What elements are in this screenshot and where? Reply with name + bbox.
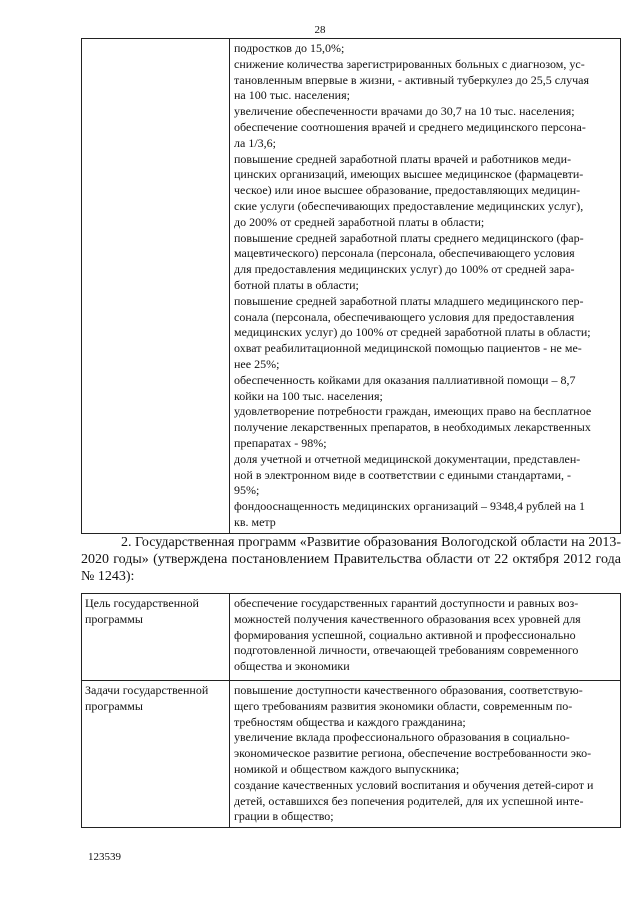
table-label-cell <box>82 39 230 534</box>
table-row <box>82 39 621 534</box>
text-line: подготовленной личности, отвечающей требованиям современного <box>234 643 579 658</box>
text-line: нее 25%; <box>234 356 280 371</box>
program-indicators-table <box>81 38 621 534</box>
table-value-cell <box>230 681 621 828</box>
text-line: детей, оставшихся без попечения родителей, для их успешной инте- <box>234 793 584 808</box>
text-line: повышение средней заработной платы среднего медицинского (фар- <box>234 230 584 245</box>
text-line: обеспеченность койками для оказания паллиативной помощи – 8,7 <box>234 372 576 387</box>
text-line: обеспечение соотношения врачей и среднего медицинского персона- <box>234 119 586 134</box>
text-line: сонала (персонала, обеспечивающего условия для предоставления <box>234 309 575 324</box>
text-line: охват реабилитационной медицинской помощью пациентов - не ме- <box>234 341 582 356</box>
text-line: тановленным впервые в жизни, - активный туберкулез до 25,5 случая <box>234 72 589 87</box>
text-line: 95%; <box>234 483 260 498</box>
text-line: создание качественных условий воспитания и обучения детей-сирот и <box>234 777 594 792</box>
text-line: мацевтического) персонала (персонала, обеспечивающего условия <box>234 246 575 261</box>
text-line: повышение средней заработной платы врачей и работников меди- <box>234 151 572 166</box>
section-heading <box>81 534 621 585</box>
text-line: до 200% от средней заработной платы в области; <box>234 214 485 229</box>
education-program-table <box>81 593 621 828</box>
text-line: ские услуги (обеспечивающих предоставление медицинских услуг), <box>234 198 584 213</box>
text-line: фондооснащенность медицинских организаций – 9348,4 рублей на 1 <box>234 499 585 514</box>
text-line: требностям общества и каждого гражданина; <box>234 714 466 729</box>
text-line: препаратах - 98%; <box>234 435 327 450</box>
section-heading-text: 2. Государственная программ «Развитие образования Вологодской области на 2013-2020 годы» (утверждена постановлением Правительства области от 22 октября 2012 года № 1243): <box>81 535 621 584</box>
text-line: удовлетворение потребности граждан, имеющих право на бесплатное <box>234 404 592 419</box>
table-label-cell <box>82 594 230 681</box>
text-line: общества и экономики <box>234 659 350 674</box>
text-line: снижение количества зарегистрированных больных с диагнозом, ус- <box>234 56 585 71</box>
text-line: получение лекарственных препаратов, в необходимых лекарственных <box>234 420 591 435</box>
page-number: 28 <box>314 24 326 36</box>
text-line: доля учетной и отчетной медицинской документации, представлен- <box>234 451 581 466</box>
text-line: койки на 100 тыс. населения; <box>234 388 383 403</box>
text-line: ла 1/3,6; <box>234 135 276 150</box>
text-line: экономическое развитие региона, обеспечение востребованности эко- <box>234 746 592 761</box>
table-label-cell <box>82 681 230 828</box>
text-line: можностей получения качественного образования всех уровней для <box>234 611 581 626</box>
text-line: повышение доступности качественного образования, соответствую- <box>234 683 583 697</box>
text-line: медицинских услуг) до 100% от средней заработной платы в области; <box>234 325 591 340</box>
text-line: формирования успешной, социально активной и профессионально <box>234 627 576 642</box>
text-line: увеличение вклада профессионального образования в социально- <box>234 730 570 745</box>
text-line: кв. метр <box>234 514 276 529</box>
text-line: ческое) или иное высшее образование, предоставляющих медицин- <box>234 183 581 198</box>
text-line: щего требованиям развития экономики области, современным по- <box>234 698 573 713</box>
table-row <box>82 594 621 681</box>
text-line: повышение средней заработной платы младшего медицинского пер- <box>234 293 584 308</box>
text-line: цинских организаций, имеющих высшее медицинское (фармацевти- <box>234 167 584 182</box>
text-line: подростков до 15,0%; <box>234 41 345 55</box>
table-row <box>82 681 621 828</box>
text-line: обеспечение государственных гарантий доступности и равных воз- <box>234 596 579 610</box>
text-line: ботной платы в области; <box>234 277 359 292</box>
label-line: программы <box>85 698 143 713</box>
text-line: на 100 тыс. населения; <box>234 88 350 103</box>
text-line: грации в общество; <box>234 809 334 824</box>
label-line: Цель государственной <box>85 596 199 610</box>
label-line: программы <box>85 611 143 626</box>
table-value-cell <box>230 594 621 681</box>
text-line: увеличение обеспеченности врачами до 30,7 на 10 тыс. населения; <box>234 104 575 119</box>
label-line: Задачи государственной <box>85 683 209 697</box>
text-line: для предоставления медицинских услуг) до 100% от средней зара- <box>234 262 575 277</box>
text-line: номикой и обществом каждого выпускника; <box>234 761 460 776</box>
text-line: ной в электронном виде в соответствии с едиными стандартами, - <box>234 467 572 482</box>
table-value-cell <box>230 39 621 534</box>
document-code: 123539 <box>88 851 121 863</box>
